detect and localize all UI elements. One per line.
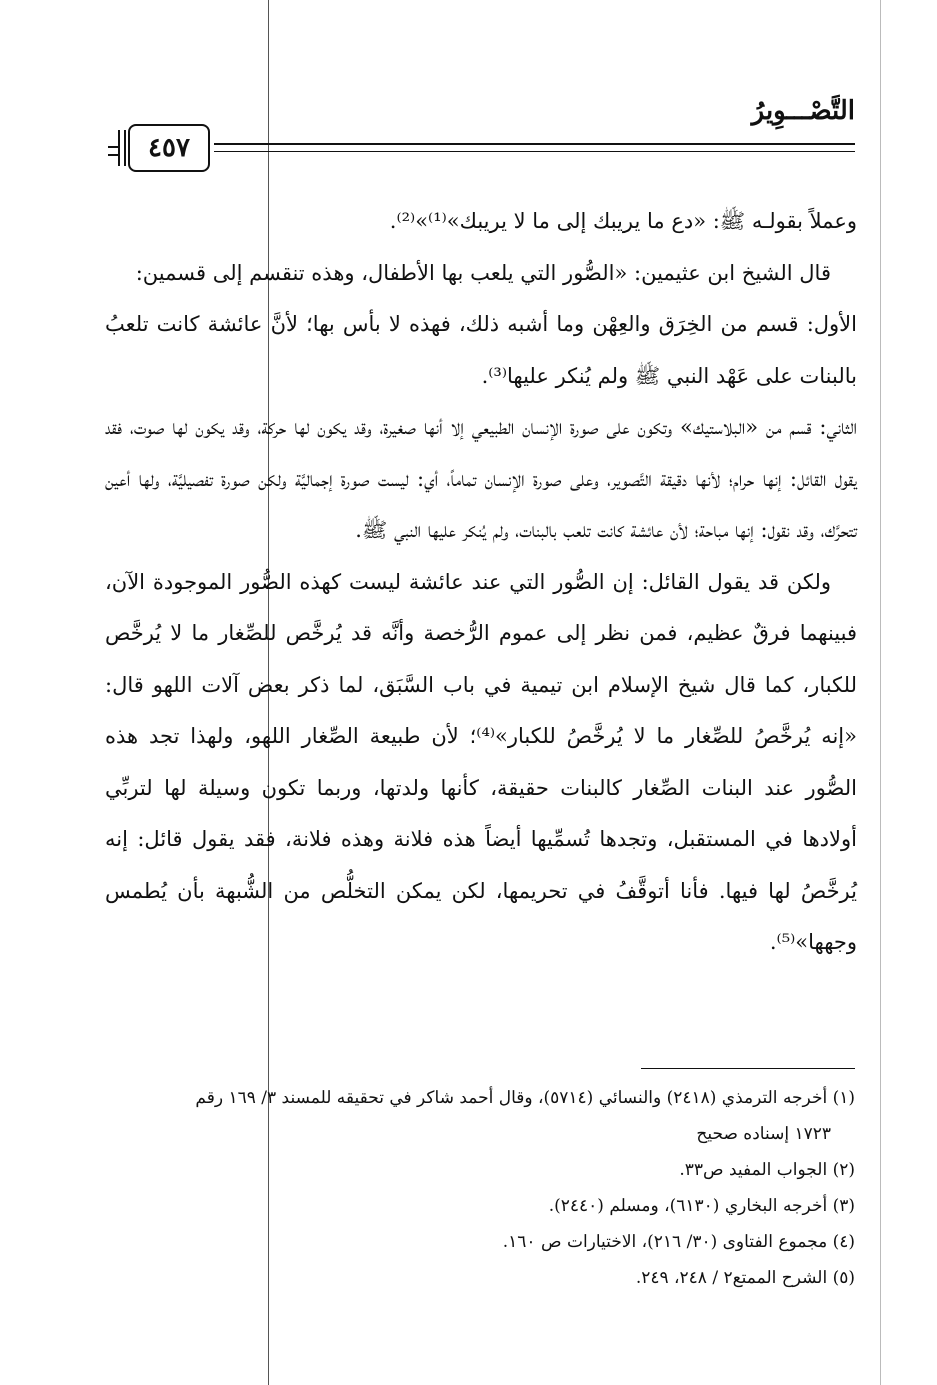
paragraph: قال الشيخ ابن عثيمين: «الصُّور التي يلعب بها الأطفال، وهذه تنقسم إلى قسمين: [135,260,831,285]
running-title: التَّصْـــوِيرُ [751,96,855,126]
footnote: (١) أخرجه الترمذي (٢٤١٨) والنسائي (٥٧١٤)، وقال أحمد شاكر في تحقيقه للمسند ٣/ ١٦٩ رقم [195,1088,855,1108]
paragraph: وعملاً بقولـه ﷺ: «دع ما يريبك إلى ما لا يريبك»⁽¹⁾»⁽²⁾. [389,209,857,233]
footnote: (٢) الجواب المفيد ص٣٣. [679,1160,855,1180]
paragraph: الثاني: قسم من «البلاستيك» وتكون على صورة الإنسان الطبيعي إلا أنها صغيرة، وقد يكون لها حركة، وقد يكون لها صوت، فقد يقول القائل: إنها حرام؛ لأنها دقيقة التَّصوير، وعلى صورة الإنسان تماماً، أي: ليست صورة إجماليَّة ولكن صورة تفصيليَّة، ولها أعين تتحرَّك، وقد نقول: إنها مباحة؛ لأن عائشة كانت تلعب بالبنات، ولم يُنكر عليها النبي ﷺ. [105,415,857,542]
header-rule [214,143,855,145]
body-text [105,196,857,969]
paragraph: الأول: قسم من الخِرَق والعِهْن وما أشبه ذلك، فهذه لا بأس بها؛ لأنَّ عائشة كانت تلعبُ بالبنات على عَهْد النبي ﷺ ولم يُنكر عليها⁽³⁾. [105,312,857,388]
footnote: (٣) أخرجه البخاري (٦١٣٠)، ومسلم (٢٤٤٠). [548,1196,855,1216]
footnote-separator [641,1068,855,1069]
footnote: ١٧٢٣ إسناده صحيح [696,1124,831,1144]
paragraph: ولكن قد يقول القائل: إن الصُّور التي عند عائشة ليست كهذه الصُّور الموجودة الآن، فبينهما فرقٌ عظيم، فمن نظر إلى عموم الرُّخصة وأنَّه قد يُرخَّص للصِّغار ما لا يُرخَّص للكبار، كما قال شيخ الإسلام ابن تيمية في باب السَّبَق، لما ذكر بعض آلات اللهو قال: «إنه يُرخَّصُ للصِّغار ما لا يُرخَّصُ للكبار»⁽⁴⁾؛ لأن طبيعة الصِّغار اللهو، ولهذا تجد هذه الصُّور عند البنات الصِّغار كالبنات حقيقة، كأنها ولدتها، وربما تكون وسيلة لها لتربِّي أولادها في المستقبل، وتجدها تُسمِّيها أيضاً هذه فلانة وهذه فلانة، فقد يقول قائل: إنه يُرخَّصُ لها فيها. فأنا أتوقَّفُ في تحريمها، لكن يمكن التخلُّص من الشُّبهة بأن يُطمس وجهها»⁽⁵⁾. [105,569,857,954]
header-rule [214,151,855,152]
page-number: ٤٥٧ [128,124,210,172]
scan-vertical-line [880,0,881,1385]
footnote: (٤) مجموع الفتاوى (٣٠/ ٢١٦)، الاختيارات ص ١٦٠. [502,1232,855,1252]
footnote: (٥) الشرح الممتع٢ / ٢٤٨، ٢٤٩. [635,1268,855,1288]
footnotes [105,1080,855,1296]
